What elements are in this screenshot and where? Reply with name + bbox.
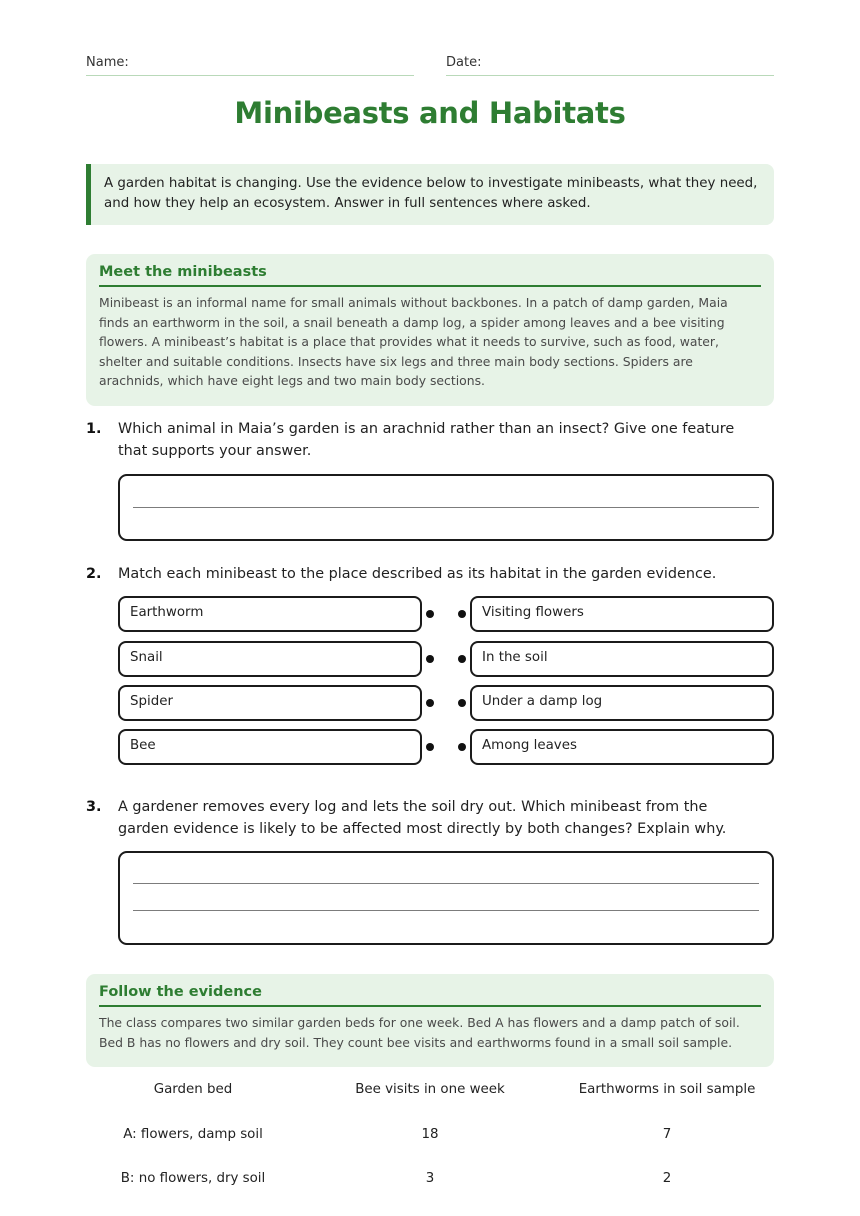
table-cell: 18	[421, 1127, 439, 1142]
match-dot-right[interactable]	[458, 743, 466, 751]
match-dot-right[interactable]	[458, 699, 466, 707]
match-label: Visiting flowers	[482, 605, 584, 620]
section-body: Minibeast is an informal name for small animals without backbones. In a patch of damp garden, Maia finds an earthworm in the soil, a snail beneath a damp log, a spider among leaves and a bee visiting flowers. A minibeast’s habitat is a place that provides what it needs to survive, such as food, water, shelter and suitable conditions. Insects have six legs and three main body sections. Spiders are arachnids, which have eight legs and two main body sections.	[99, 295, 728, 389]
table-cell: B: no flowers, dry soil	[120, 1171, 266, 1186]
match-label: Earthworm	[130, 605, 204, 620]
match-label: Spider	[130, 694, 173, 709]
follow-the-evidence-panel	[86, 974, 774, 1067]
intro-callout: A garden habitat is changing. Use the evidence below to investigate minibeasts, what they need, and how they help an ecosystem. Answer in full sentences where asked.	[86, 164, 774, 225]
match-dot-right[interactable]	[458, 610, 466, 618]
match-label: Snail	[130, 650, 163, 665]
answer-box-1[interactable]	[118, 474, 774, 541]
match-dot-left[interactable]	[426, 743, 434, 751]
table-cell: 7	[662, 1127, 672, 1142]
match-left-earthworm[interactable]	[118, 596, 422, 632]
match-left-bee[interactable]	[118, 729, 422, 765]
name-date-row	[86, 52, 774, 76]
answer-line	[133, 910, 759, 911]
match-label: Bee	[130, 738, 156, 753]
match-dot-left[interactable]	[426, 610, 434, 618]
match-left-spider[interactable]	[118, 685, 422, 721]
date-field[interactable]	[446, 52, 774, 76]
question-text: Which animal in Maia’s garden is an arachnid rather than an insect? Give one feature that supports your answer.	[118, 421, 735, 459]
section-heading: Follow the evidence	[99, 984, 761, 1007]
section-heading: Meet the minibeasts	[99, 264, 761, 287]
answer-line	[133, 883, 759, 884]
section-body: The class compares two similar garden beds for one week. Bed A has flowers and a damp patch of soil. Bed B has no flowers and dry soil. They count bee visits and earthworms found in a small soil sample.	[99, 1015, 740, 1050]
meet-the-minibeasts-panel	[86, 254, 774, 406]
question-number: 3.	[86, 799, 102, 815]
question-number: 2.	[86, 566, 102, 582]
match-dot-left[interactable]	[426, 655, 434, 663]
answer-box-3[interactable]	[118, 851, 774, 945]
table-cell: 3	[425, 1171, 435, 1186]
question-text: Match each minibeast to the place described as its habitat in the garden evidence.	[118, 566, 717, 582]
name-label: Name:	[86, 55, 129, 70]
match-left-snail[interactable]	[118, 641, 422, 677]
question-text: A gardener removes every log and lets the soil dry out. Which minibeast from the garden evidence is likely to be affected most directly by both changes? Explain why.	[118, 799, 727, 837]
match-label: In the soil	[482, 650, 548, 665]
match-right-in-the-soil[interactable]	[470, 641, 774, 677]
date-label: Date:	[446, 55, 482, 70]
match-right-among-leaves[interactable]	[470, 729, 774, 765]
page-title: Minibeasts and Habitats	[234, 96, 626, 130]
match-label: Among leaves	[482, 738, 577, 753]
match-right-under-a-damp-log[interactable]	[470, 685, 774, 721]
name-field[interactable]	[86, 52, 414, 76]
table-header: Earthworms in soil sample	[578, 1082, 756, 1097]
table-cell: A: flowers, damp soil	[123, 1127, 263, 1142]
table-header: Garden bed	[153, 1082, 233, 1097]
table-cell: 2	[662, 1171, 672, 1186]
table-header: Bee visits in one week	[355, 1082, 505, 1097]
answer-line	[133, 507, 759, 508]
match-dot-right[interactable]	[458, 655, 466, 663]
match-label: Under a damp log	[482, 694, 603, 709]
match-dot-left[interactable]	[426, 699, 434, 707]
match-right-visiting-flowers[interactable]	[470, 596, 774, 632]
question-number: 1.	[86, 421, 102, 437]
